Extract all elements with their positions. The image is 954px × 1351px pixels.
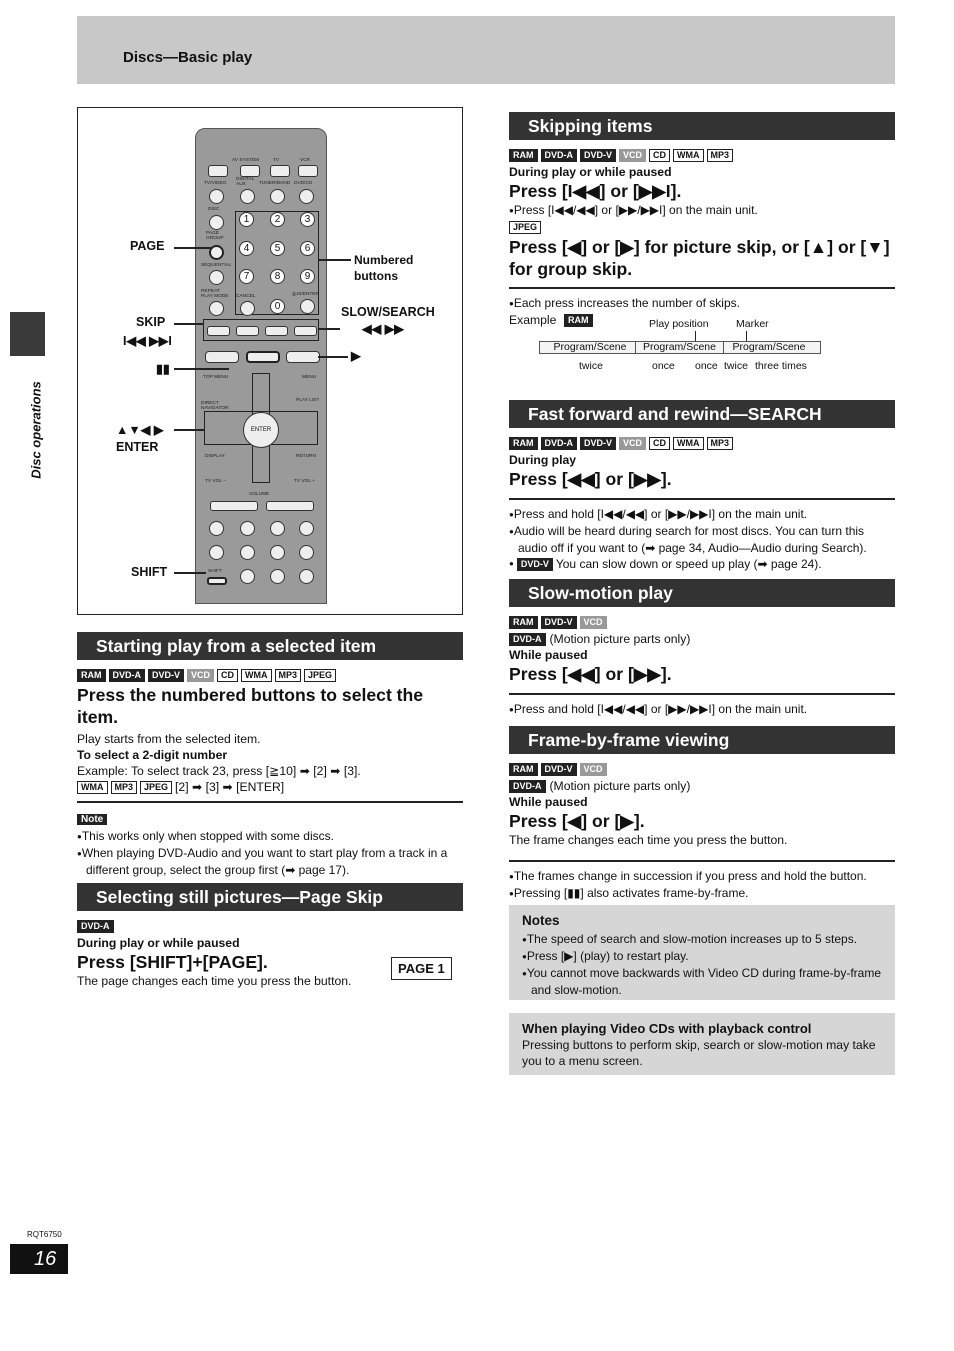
volume-up-button (266, 501, 314, 511)
section-pageskip (77, 883, 463, 989)
remote-text: ≧10/ENTER (292, 292, 319, 297)
disc-tag: CD (217, 669, 238, 682)
skip-count: twice (579, 360, 603, 372)
section-heading: Press [◀] or [▶]. (509, 811, 645, 831)
power-button (270, 165, 290, 177)
disc-tag: DVD-A (509, 633, 546, 646)
bullet-item: ● Press and hold [I◀◀/◀◀] or [▶▶/▶▶I] on the main unit. (509, 701, 895, 718)
disc-tags (77, 669, 463, 682)
motion-note (509, 778, 895, 794)
function-button (240, 569, 255, 584)
label-play: ▶ (351, 349, 361, 363)
section-frame (509, 726, 895, 902)
condition: While paused (509, 795, 588, 809)
divider (77, 801, 463, 803)
disc-tag: VCD (580, 616, 607, 629)
callout-line (318, 356, 348, 358)
section-skipping (509, 112, 895, 376)
body-text: (Motion picture parts only) (549, 779, 691, 793)
number-key: 7 (239, 269, 254, 284)
number-key: 3 (300, 212, 315, 227)
vcd-title: When playing Video CDs with playback control (522, 1021, 812, 1036)
example-label: Example (509, 313, 557, 327)
remote-text: AV SYSTEM (232, 158, 260, 163)
play-button (286, 351, 320, 363)
function-button (240, 545, 255, 560)
function-button (299, 569, 314, 584)
bullet-item: ● Pressing [▮▮] also activates frame-by-frame. (509, 885, 895, 902)
disc-tags (509, 437, 895, 450)
remote-text: CANCEL (236, 294, 256, 299)
power-button (240, 165, 260, 177)
remote-text: DISC (208, 207, 220, 212)
repeat-button (209, 301, 224, 316)
label-slow-icons: ◀◀ ▶▶ (362, 322, 404, 336)
number-key: 1 (239, 212, 254, 227)
remote-text: DVD/CD (294, 181, 313, 186)
function-button (209, 545, 224, 560)
disc-tag: VCD (619, 437, 646, 450)
number-key: 9 (300, 269, 315, 284)
source-button (240, 189, 255, 204)
source-button (299, 189, 314, 204)
sequential-button (209, 270, 224, 285)
skip-back-button (207, 326, 230, 336)
section-heading: Press [◀◀] or [▶▶]. (509, 664, 672, 684)
disc-tag: RAM (509, 149, 538, 162)
disc-tag: RAM (509, 437, 538, 450)
source-button (209, 189, 224, 204)
disc-tag: CD (649, 437, 670, 450)
remote-text: RETURN (296, 454, 316, 459)
number-key: 0 (270, 299, 285, 314)
side-tab (10, 312, 45, 356)
label-shift: SHIFT (131, 565, 168, 579)
section-start (77, 632, 463, 878)
vcd-box (509, 1013, 895, 1075)
remote-text: TV (273, 158, 280, 163)
function-button (270, 545, 285, 560)
number-key: 8 (270, 269, 285, 284)
remote-body (195, 128, 327, 604)
x10-button (300, 299, 315, 314)
stop-button (205, 351, 239, 363)
bullet-item: ● The frames change in succession if you press and hold the button. (509, 868, 895, 885)
note-item: ● You cannot move backwards with Video CD during frame-by-frame and slow-motion. (522, 965, 882, 998)
remote-text: MENU (302, 375, 317, 380)
program-segment: Program/Scene (732, 341, 806, 353)
disc-tags (509, 221, 895, 234)
remote-text: TV VOL − (205, 479, 227, 484)
disc-tag: DVD-A (541, 437, 578, 450)
program-segment: Program/Scene (636, 341, 724, 354)
callout-line (174, 429, 204, 431)
section-title: Fast forward and rewind—SEARCH (509, 400, 895, 428)
remote-text: VCR (300, 158, 311, 163)
body-text: You can slow down or speed up play (➡ page 24). (555, 557, 822, 571)
play-position-label: Play position (649, 318, 709, 330)
disc-tag: DVD-V (148, 669, 184, 682)
note-item: ● When playing DVD-Audio and you want to start play from a track in a different group, select the group first (➡ page 17). (77, 845, 463, 878)
disc-tags (509, 149, 895, 162)
disc-tag: DVD-A (541, 149, 578, 162)
disc-tag: WMA (673, 149, 704, 162)
label-enter: ENTER (116, 440, 159, 454)
disc-tag: DVD-A (109, 669, 146, 682)
section-heading: Press [◀] or [▶] for picture skip, or [▲] or [▼] for group skip. (509, 237, 890, 279)
disc-tags (509, 616, 895, 629)
page-header (77, 16, 895, 84)
number-key: 5 (270, 241, 285, 256)
disc-tag: RAM (77, 669, 106, 682)
number-key: 4 (239, 241, 254, 256)
function-button (270, 521, 285, 536)
disc-tags (509, 763, 895, 776)
label-slow-search: SLOW/SEARCH (341, 305, 435, 319)
disc-tag: DVD-V (541, 763, 577, 776)
motion-note (509, 631, 895, 647)
play-position-marker (695, 331, 696, 341)
section-ffrew (509, 400, 895, 572)
disc-tag: VCD (619, 149, 646, 162)
callout-line (174, 323, 204, 325)
bullet-item: ● Audio will be heard during search for most discs. You can turn this audio off if you want to (➡ page 34, Audio—Audio during Search). (509, 523, 895, 556)
body-text: [2] ➡ [3] ➡ [ENTER] (175, 780, 285, 794)
disc-tag: JPEG (140, 781, 172, 794)
section-title: Frame-by-frame viewing (509, 726, 895, 754)
note-item: ● This works only when stopped with some discs. (77, 828, 463, 845)
disc-tag: JPEG (509, 221, 541, 234)
remote-text: REPEAT PLAY MODE (201, 289, 229, 299)
callout-line (318, 259, 351, 261)
disc-tag: MP3 (275, 669, 302, 682)
skip-count: twice (724, 360, 748, 372)
body-text: (Motion picture parts only) (549, 632, 691, 646)
volume-down-button (210, 501, 258, 511)
marker-line (746, 331, 747, 341)
marker-label: Marker (736, 318, 769, 330)
doc-code: RQT6750 (27, 1230, 62, 1239)
disc-tag: VCD (580, 763, 607, 776)
section-heading: Press [I◀◀] or [▶▶I]. (509, 181, 682, 201)
remote-text: PAGE GROUP (206, 231, 224, 241)
disc-button (209, 215, 224, 230)
source-button (270, 189, 285, 204)
divider (509, 860, 895, 862)
section-title: Starting play from a selected item (77, 632, 463, 660)
label-pause: ▮▮ (156, 362, 170, 376)
function-button (209, 521, 224, 536)
section-heading: Press [◀◀] or [▶▶]. (509, 469, 672, 489)
pause-button (246, 351, 280, 363)
condition: During play or while paused (77, 936, 240, 950)
disc-tag: DVD-V (541, 616, 577, 629)
remote-text: SEQUENTIAL (201, 263, 232, 268)
disc-tag: WMA (241, 669, 272, 682)
remote-text: VOLUME (249, 492, 270, 497)
bullet-item: ● Press and hold [I◀◀/◀◀] or [▶▶/▶▶I] on the main unit. (509, 506, 895, 523)
subheading: To select a 2-digit number (77, 748, 228, 762)
condition: While paused (509, 648, 588, 662)
condition: During play (509, 453, 577, 467)
side-label: Disc operations (28, 381, 44, 479)
power-button (298, 165, 318, 177)
cancel-button (240, 301, 255, 316)
remote-text: TV/VIDEO (204, 181, 227, 186)
label-cursor: ▲▼◀ ▶ (116, 423, 164, 437)
body-text: Play starts from the selected item. (77, 732, 261, 746)
label-numbered-buttons: Numbered buttons (354, 253, 414, 283)
disc-tag: DVD-V (580, 149, 616, 162)
remote-text: DIGITAL AUX (236, 177, 255, 187)
callout-line (174, 572, 206, 574)
remote-text: DISPLAY (205, 454, 225, 459)
notes-box (509, 905, 895, 1000)
divider (509, 693, 895, 695)
body-text: The frame changes each time you press the button. (509, 833, 788, 847)
section-title: Skipping items (509, 112, 895, 140)
skip-forward-button (236, 326, 259, 336)
note-item: ● The speed of search and slow-motion increases up to 5 steps. (522, 931, 882, 948)
page-number: 16 (10, 1244, 68, 1274)
remote-text: DIRECT NAVIGATOR (201, 401, 229, 411)
function-button (299, 521, 314, 536)
program-segment: Program/Scene (545, 341, 636, 354)
vcd-text: Pressing buttons to perform skip, search or slow-motion may take you to a menu screen. (522, 1038, 876, 1068)
shift-button (207, 577, 227, 585)
rewind-button (265, 326, 288, 336)
disc-tag: CD (649, 149, 670, 162)
disc-tag: RAM (509, 616, 538, 629)
remote-text: TUNER/BAND (259, 181, 291, 186)
body-text: The page changes each time you press the button. (77, 974, 352, 988)
example-line (77, 779, 463, 795)
header-title: Discs—Basic play (123, 49, 253, 66)
enter-button: ENTER (243, 412, 279, 448)
condition: During play or while paused (509, 165, 672, 179)
note-item: ● Press [▶] (play) to restart play. (522, 948, 882, 965)
disc-tag: DVD-A (509, 780, 546, 793)
note-badge: Note (77, 814, 107, 825)
function-button (240, 521, 255, 536)
divider (509, 498, 895, 500)
disc-tag: DVD-A (77, 920, 114, 933)
section-heading: Press the numbered buttons to select the item. (77, 685, 424, 727)
callout-line (174, 247, 212, 249)
section-heading: Press [SHIFT]+[PAGE]. (77, 952, 268, 972)
section-slow (509, 579, 895, 718)
bullet-item: ● Press [I◀◀/◀◀] or [▶▶/▶▶I] on the main unit. (509, 202, 895, 219)
remote-illustration (77, 107, 463, 615)
label-page: PAGE (130, 239, 165, 253)
callout-line (318, 328, 340, 330)
section-title: Slow-motion play (509, 579, 895, 607)
fast-forward-button (294, 326, 317, 336)
label-skip: SKIP (136, 315, 166, 329)
divider (509, 287, 895, 289)
function-button (299, 545, 314, 560)
remote-text: TOP MENU (203, 375, 229, 380)
disc-tag: WMA (77, 781, 108, 794)
disc-tag: MP3 (707, 437, 734, 450)
skip-count: once (652, 360, 675, 372)
remote-text: TV VOL + (294, 479, 316, 484)
disc-tags (77, 920, 463, 933)
notes-title: Notes (522, 913, 560, 928)
skip-count: once (695, 360, 718, 372)
function-button (270, 569, 285, 584)
disc-tag: RAM (509, 763, 538, 776)
bullet-item: ● DVD-V You can slow down or speed up play (➡ page 24). (509, 557, 822, 571)
remote-text: SHIFT (208, 569, 222, 574)
power-button (208, 165, 228, 177)
disc-tag: MP3 (111, 781, 138, 794)
skip-count: three times (755, 360, 807, 372)
bullet-item: ● Each press increases the number of skips. (509, 295, 895, 312)
disc-tag: DVD-V (580, 437, 616, 450)
number-key: 6 (300, 241, 315, 256)
disc-tag: MP3 (707, 149, 734, 162)
disc-tag: DVD-V (517, 558, 553, 571)
disc-tag: RAM (564, 314, 593, 327)
disc-tag: WMA (673, 437, 704, 450)
section-title: Selecting still pictures—Page Skip (77, 883, 463, 911)
callout-line (174, 368, 229, 370)
disc-tag: VCD (187, 669, 214, 682)
remote-text: PLAY LIST (296, 398, 320, 403)
number-key: 2 (270, 212, 285, 227)
disc-tag: JPEG (304, 669, 336, 682)
page-display: PAGE 1 (391, 957, 452, 980)
label-skip-icons: I◀◀ ▶▶I (123, 334, 172, 348)
skip-diagram (509, 312, 895, 376)
body-text: Example: To select track 23, press [≧10] ➡ [2] ➡ [3]. (77, 764, 361, 778)
